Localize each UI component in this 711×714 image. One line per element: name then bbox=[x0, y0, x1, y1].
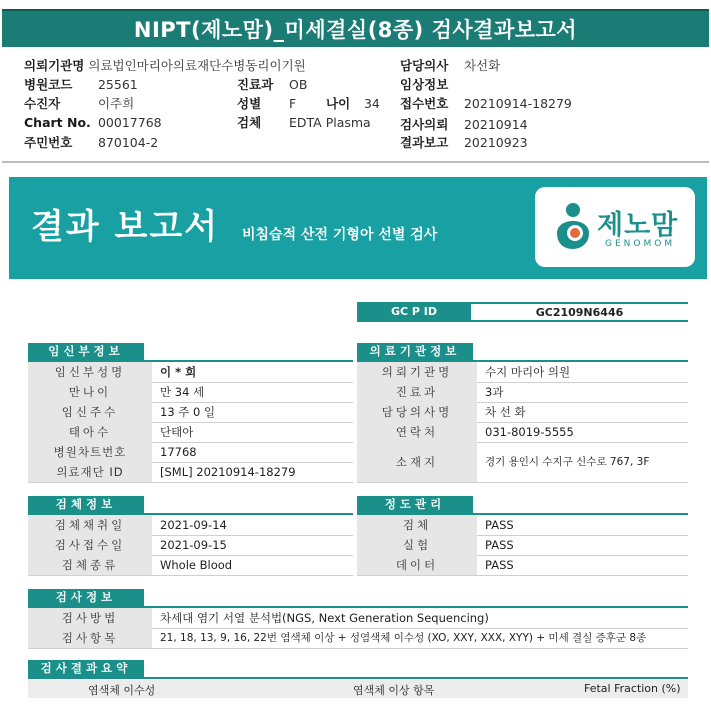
pregnant-label-3: 태아수 bbox=[28, 422, 152, 442]
qc-value-0: PASS bbox=[485, 518, 514, 532]
meta-clinical: 임상정보 bbox=[400, 77, 449, 92]
pregnant-value-3: 단태아 bbox=[160, 425, 194, 439]
section-specimen-header: 검체정보 bbox=[28, 496, 144, 513]
row-line bbox=[357, 482, 688, 483]
specimen-value-2: Whole Blood bbox=[160, 558, 233, 572]
section-institution-header: 의료기관정보 bbox=[357, 343, 473, 360]
institution-value-2: 차 선 화 bbox=[485, 405, 526, 419]
meta-dept: 진료과 OB bbox=[237, 77, 308, 92]
institution-value-3: 031-8019-5555 bbox=[485, 425, 574, 439]
meta-age: 나이 34 bbox=[326, 96, 380, 111]
specimen-value-0: 2021-09-14 bbox=[160, 518, 227, 532]
institution-value-0: 수지 마리아 의원 bbox=[485, 365, 571, 379]
specimen-label-1: 검사접수일 bbox=[28, 535, 152, 555]
qc-value-1: PASS bbox=[485, 538, 514, 552]
institution-label-1: 진료과 bbox=[357, 382, 477, 402]
institution-value-1: 3과 bbox=[485, 385, 504, 399]
pregnant-label-2: 임신주수 bbox=[28, 402, 152, 422]
summary-col-abnormal-items: 염색체 이상 항목 bbox=[353, 684, 435, 697]
meta-receipt: 접수번호 20210914-18279 bbox=[400, 96, 572, 111]
gc-pid-value: GC2109N6446 bbox=[471, 302, 688, 322]
row-line bbox=[28, 648, 688, 649]
pregnant-value-1: 만 34 세 bbox=[160, 385, 205, 399]
section-summary-header: 검사결과요약 bbox=[28, 660, 144, 677]
logo-subtext: GENOMOM bbox=[605, 239, 676, 249]
section-line bbox=[28, 677, 688, 679]
meta-chart: Chart No. 00017768 bbox=[24, 115, 162, 130]
test-value-1: 21, 18, 13, 9, 16, 22번 염색체 이상 + 성염색체 이수성 (XO, XXY, XXX, XYY) + 미세 결실 증후군 8종 bbox=[160, 632, 647, 644]
logo-text: 제노맘 bbox=[597, 210, 679, 241]
report-title: NIPT(제노맘)_미세결실(8종) 검사결과보고서 bbox=[133, 18, 578, 42]
divider bbox=[2, 161, 709, 163]
section-test-header: 검사정보 bbox=[28, 589, 144, 606]
test-label-1: 검사항목 bbox=[28, 628, 152, 648]
row-line bbox=[28, 482, 353, 483]
qc-label-2: 데이터 bbox=[357, 555, 477, 575]
section-pregnant-header: 임신부정보 bbox=[28, 343, 144, 360]
meta-sex: 성별 F bbox=[237, 96, 297, 111]
pregnant-value-5: [SML] 20210914-18279 bbox=[160, 465, 296, 479]
meta-hospital-code: 병원코드 25561 bbox=[24, 77, 138, 92]
title-bar bbox=[0, 0, 711, 48]
report-banner bbox=[9, 177, 707, 279]
pregnant-label-5: 의료재단 ID bbox=[28, 462, 152, 482]
row-line bbox=[357, 575, 688, 576]
qc-label-1: 실험 bbox=[357, 535, 477, 555]
pregnant-label-0: 임신부성명 bbox=[28, 362, 152, 382]
meta-report-date: 결과보고 20210923 bbox=[400, 135, 528, 150]
institution-label-0: 의뢰기관명 bbox=[357, 362, 477, 382]
qc-value-2: PASS bbox=[485, 558, 514, 572]
gc-pid-label: GC P ID bbox=[357, 302, 471, 322]
test-label-0: 검사방법 bbox=[28, 608, 152, 628]
genomom-logo bbox=[535, 187, 695, 267]
pregnant-value-0: 이 * 희 bbox=[160, 365, 197, 379]
institution-label-2: 담당의사명 bbox=[357, 402, 477, 422]
meta-patient: 수진자 이주희 bbox=[24, 96, 135, 111]
title-bar-inner bbox=[2, 9, 709, 47]
banner-heading: 결과 보고서 bbox=[31, 207, 220, 247]
pregnant-label-1: 만나이 bbox=[28, 382, 152, 402]
meta-doctor: 담당의사 차선화 bbox=[400, 58, 501, 73]
pregnant-label-4: 병원차트번호 bbox=[28, 442, 152, 462]
institution-value-4: 경기 용인시 수지구 신수로 767, 3F bbox=[485, 456, 650, 468]
summary-col-fetal-fraction: Fetal Fraction (%) bbox=[584, 682, 681, 695]
pregnant-value-4: 17768 bbox=[160, 445, 197, 459]
banner-subheading: 비침습적 산전 기형아 선별 검사 bbox=[242, 227, 438, 243]
summary-header-row bbox=[28, 680, 688, 698]
summary-col-aneuploidy: 염색체 이수성 bbox=[88, 684, 156, 697]
specimen-value-1: 2021-09-15 bbox=[160, 538, 227, 552]
meta-specimen: 검체 EDTA Plasma bbox=[237, 115, 371, 130]
section-qc-header: 정도관리 bbox=[357, 496, 473, 513]
meta-institution: 의뢰기관명 의료법인마리아의료재단수병동리이기원 bbox=[24, 58, 306, 73]
qc-label-0: 검체 bbox=[357, 515, 477, 535]
row-line bbox=[28, 575, 353, 576]
institution-label-4: 소재지 bbox=[357, 442, 477, 482]
pregnant-value-2: 13 주 0 일 bbox=[160, 405, 216, 419]
genomom-mother-icon bbox=[549, 199, 597, 251]
meta-id: 주민번호 870104-2 bbox=[24, 135, 159, 150]
specimen-label-0: 검체채취일 bbox=[28, 515, 152, 535]
test-value-0: 차세대 염기 서열 분석법(NGS, Next Generation Sequencing) bbox=[160, 611, 489, 625]
institution-label-3: 연락처 bbox=[357, 422, 477, 442]
meta-request: 검사의뢰 20210914 bbox=[400, 117, 528, 132]
specimen-label-2: 검체종류 bbox=[28, 555, 152, 575]
